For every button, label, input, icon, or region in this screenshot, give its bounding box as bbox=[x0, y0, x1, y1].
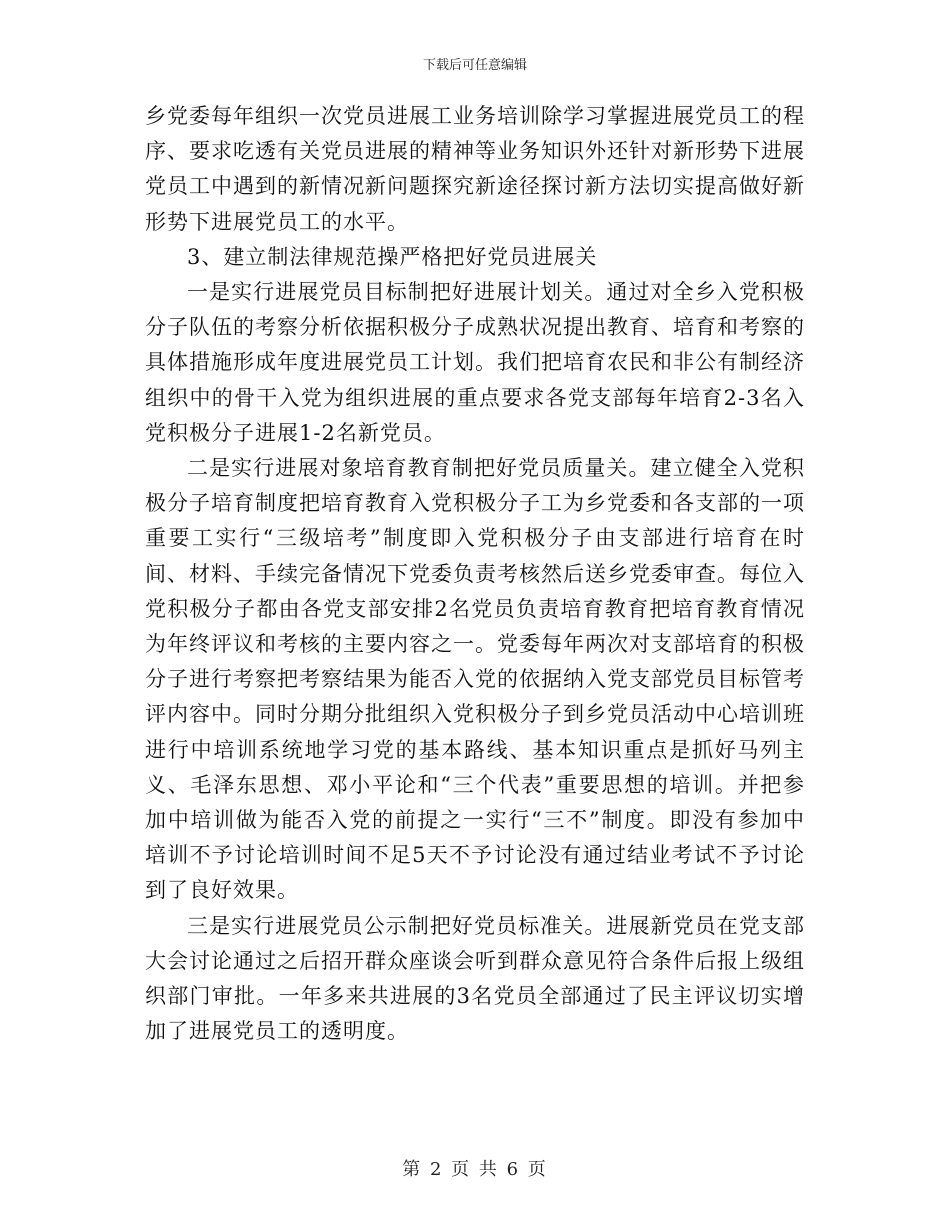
paragraph-target-system: 一是实行进展党员目标制把好进展计划关。通过对全乡入党积极分子队伍的考察分析依据积极分子成熟状况提出教育、培育和考察的具体措施形成年度进展党员工计划。我们把培育农民和非公有制经济组织中的骨干入党为组织进展的重点要求各党支部每年培育2-3名入党积极分子进展1-2名新党员。 bbox=[145, 280, 805, 445]
section-heading: 3、建立制法律规范操严格把好党员进展关 bbox=[187, 244, 598, 269]
document-body bbox=[145, 99, 805, 1049]
page-header-note: 下载后可任意编辑 bbox=[422, 58, 527, 73]
page-number: 第 2 页 共 6 页 bbox=[402, 1159, 548, 1180]
paragraph-education-system: 二是实行进展对象培育教育制把好党员质量关。建立健全入党积极分子培育制度把培育教育入党积极分子工为乡党委和各支部的一项重要工实行“三级培考”制度即入党积极分子由支部进行培育在时间、材料、手续完备情况下党委负责考核然后送乡党委审查。每位入党积极分子都由各党支部安排2名党员负责培育教育把培育教育情况为年终评议和考核的主要内容之一。党委每年两次对支部培育的积极分子进行考察把考察结果为能否入党的依据纳入党支部党员目标管考评内容中。同时分期分批组织入党积极分子到乡党员活动中心培训班进行中培训系统地学习党的基本路线、基本知识重点是抓好马列主义、毛泽东思想、邓小平论和“三个代表”重要思想的培训。并把参加中培训做为能否入党的前提之一实行“三不”制度。即没有参加中培训不予讨论培训时间不足5天不予讨论没有通过结业考试不予讨论到了良好效果。 bbox=[145, 456, 805, 903]
paragraph-training: 乡党委每年组织一次党员进展工业务培训除学习掌握进展党员工的程序、要求吃透有关党员进展的精神等业务知识外还针对新形势下进展党员工中遇到的新情况新问题探究新途径探讨新方法切实提高做好新形势下进展党员工的水平。 bbox=[145, 104, 805, 234]
paragraph-publicity-system: 三是实行进展党员公示制把好党员标准关。进展新党员在党支部大会讨论通过之后招开群众座谈会听到群众意见符合条件后报上级组织部门审批。一年多来共进展的3名党员全部通过了民主评议切实增加了进展党员工的透明度。 bbox=[145, 913, 805, 1044]
